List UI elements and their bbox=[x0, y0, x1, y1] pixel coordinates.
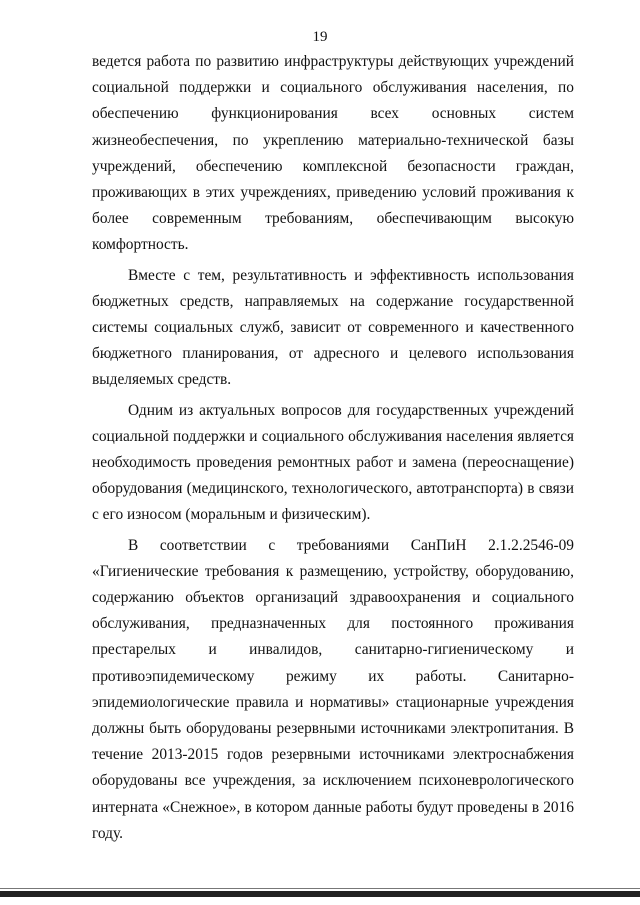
paragraph-budget-efficiency: Вместе с тем, результативность и эффективность использования бюджетных средств, направляемых на содержание государственной системы социальных служб, зависит от современного и качественного бюджетного планирования, от адресного и целевого использования выделяемых средств. bbox=[92, 266, 574, 389]
document-body bbox=[92, 49, 574, 847]
paragraph-equipment-renewal: Одним из актуальных вопросов для государственных учреждений социальной поддержки и социального обслуживания населения является необходимость проведения ремонтных работ и замена (переоснащение) оборудования (медицинского, технологического, автотранспорта) в связи с его износом (моральным и физическим). bbox=[92, 401, 574, 524]
paragraph-continuation: ведется работа по развитию инфраструктуры действующих учреждений социальной поддержки и социального обслуживания населения, по обеспечению функционирования всех основных систем жизнеобеспечения, по укреплению материально-технической базы учреждений, обеспечению комплексной безопасности граждан, проживающих в этих учреждениях, приведению условий проживания к более современным требованиям, обеспечивающим высокую комфортность. bbox=[92, 53, 574, 254]
page-number: 19 bbox=[312, 29, 328, 45]
scan-edge-line bbox=[0, 888, 640, 889]
paragraph-sanpin-requirements: В соответствии с требованиями СанПиН 2.1.2.2546-09 «Гигиенические требования к размещению, устройству, оборудованию, содержанию объектов организаций здравоохранения и социального обслуживания, предназначенных для постоянного проживания престарелых и инвалидов, санитарно-гигиеническому и противоэпидемическому режиму их работы. Санитарно-эпидемиологические правила и нормативы» стационарные учреждения должны быть оборудованы резервными источниками электропитания. В течение 2013-2015 годов резервными источниками электроснабжения оборудованы все учреждения, за исключением психоневрологического интерната «Снежное», в котором данные работы будут проведены в 2016 году. bbox=[92, 536, 574, 842]
scan-edge-bar bbox=[0, 891, 640, 897]
